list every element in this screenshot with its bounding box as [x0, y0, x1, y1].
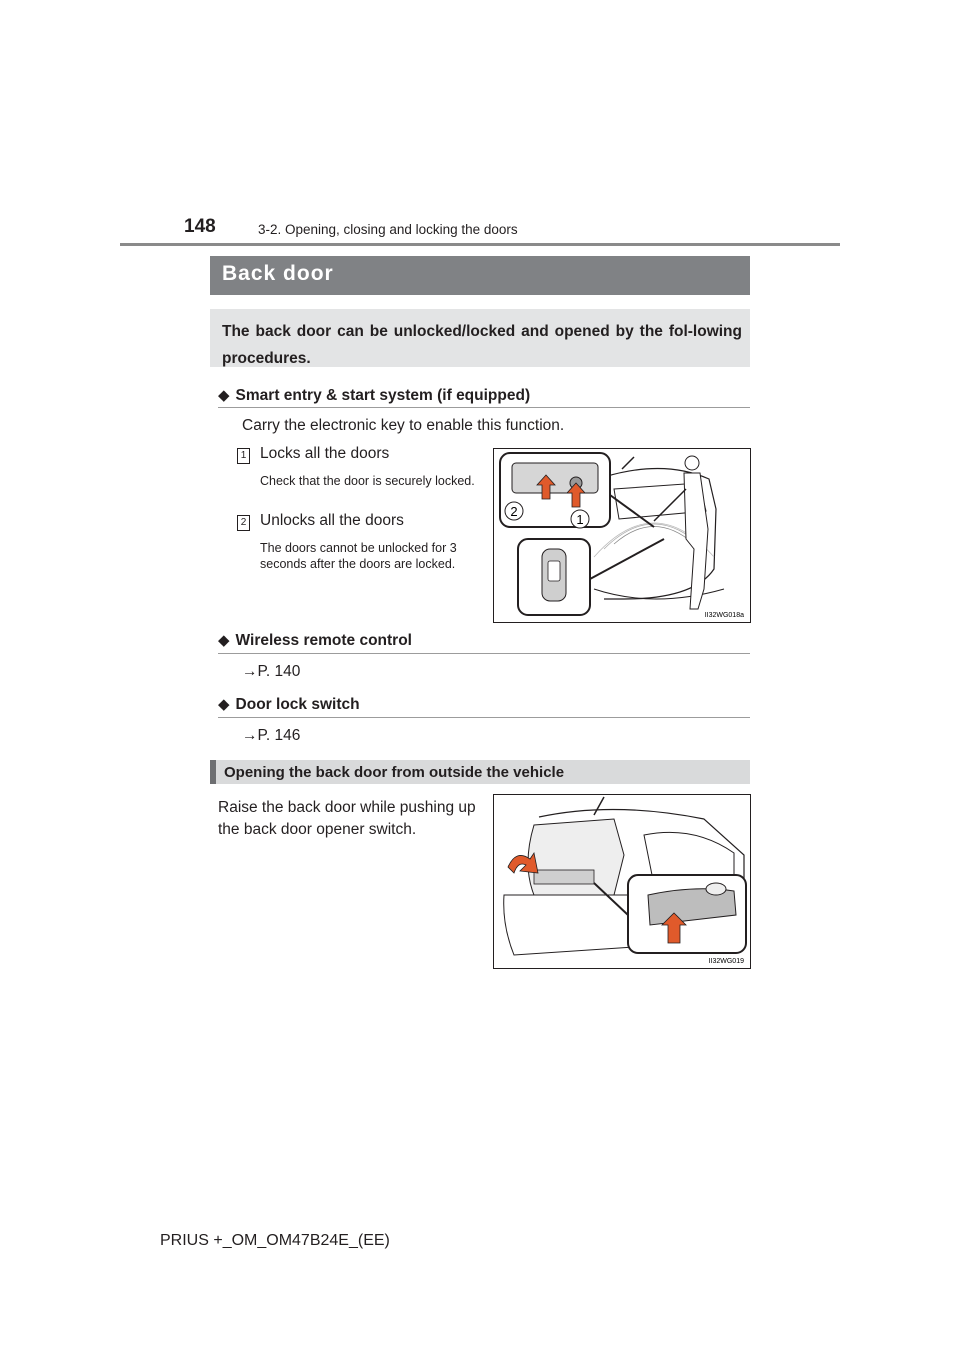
- item-label-unlock: Unlocks all the doors: [260, 512, 404, 529]
- header-rule: [120, 243, 840, 246]
- smart-entry-description: Carry the electronic key to enable this function.: [242, 417, 565, 434]
- opening-heading-accent: [210, 760, 216, 784]
- footer-model-code: PRIUS +_OM_OM47B24E_(EE): [160, 1232, 390, 1249]
- figure-code-1: II32WG018a: [704, 612, 744, 619]
- opening-text: Raise the back door while pushing up the back door opener switch.: [218, 799, 476, 838]
- door-lock-heading-text: Door lock switch: [235, 696, 360, 713]
- diamond-bullet-icon: ◆: [218, 632, 230, 649]
- callout-2: 2: [510, 504, 518, 519]
- opening-figure: [493, 794, 751, 969]
- smart-entry-figure: [493, 448, 751, 623]
- wireless-heading: [218, 631, 412, 650]
- door-lock-page-ref[interactable]: →P. 146: [242, 727, 301, 744]
- item-number-1: 1: [237, 448, 250, 464]
- door-lock-rule: [218, 717, 750, 718]
- page-number: 148: [184, 216, 216, 237]
- wireless-heading-text: Wireless remote control: [235, 632, 412, 649]
- diamond-bullet-icon: ◆: [218, 696, 230, 713]
- figure-code-2: II32WG019: [708, 958, 744, 965]
- item-label-lock: Locks all the doors: [260, 445, 390, 462]
- car-rear-key-illustration: [494, 449, 750, 622]
- wireless-page-ref[interactable]: →P. 140: [242, 663, 301, 680]
- item-note-unlock: The doors cannot be unlocked for 3 seconds after the doors are locked.: [260, 541, 457, 571]
- opening-heading: Opening the back door from outside the vehicle: [224, 764, 565, 781]
- intro-text: The back door can be unlocked/locked and opened by the fol-lowing procedures.: [222, 323, 742, 367]
- smart-entry-heading-text: Smart entry & start system (if equipped): [235, 387, 531, 404]
- item-number-2: 2: [237, 515, 250, 531]
- back-door-opener-illustration: [494, 795, 750, 968]
- chapter-title: 3-2. Opening, closing and locking the doors: [258, 222, 518, 237]
- section-title: Back door: [222, 262, 334, 285]
- door-lock-heading: [218, 695, 360, 714]
- smart-entry-heading: [218, 386, 530, 405]
- callout-1: 1: [576, 512, 584, 527]
- wireless-rule: [218, 653, 750, 654]
- diamond-bullet-icon: ◆: [218, 387, 230, 404]
- item-note-lock: Check that the door is securely locked.: [260, 474, 475, 488]
- smart-entry-rule: [218, 407, 750, 408]
